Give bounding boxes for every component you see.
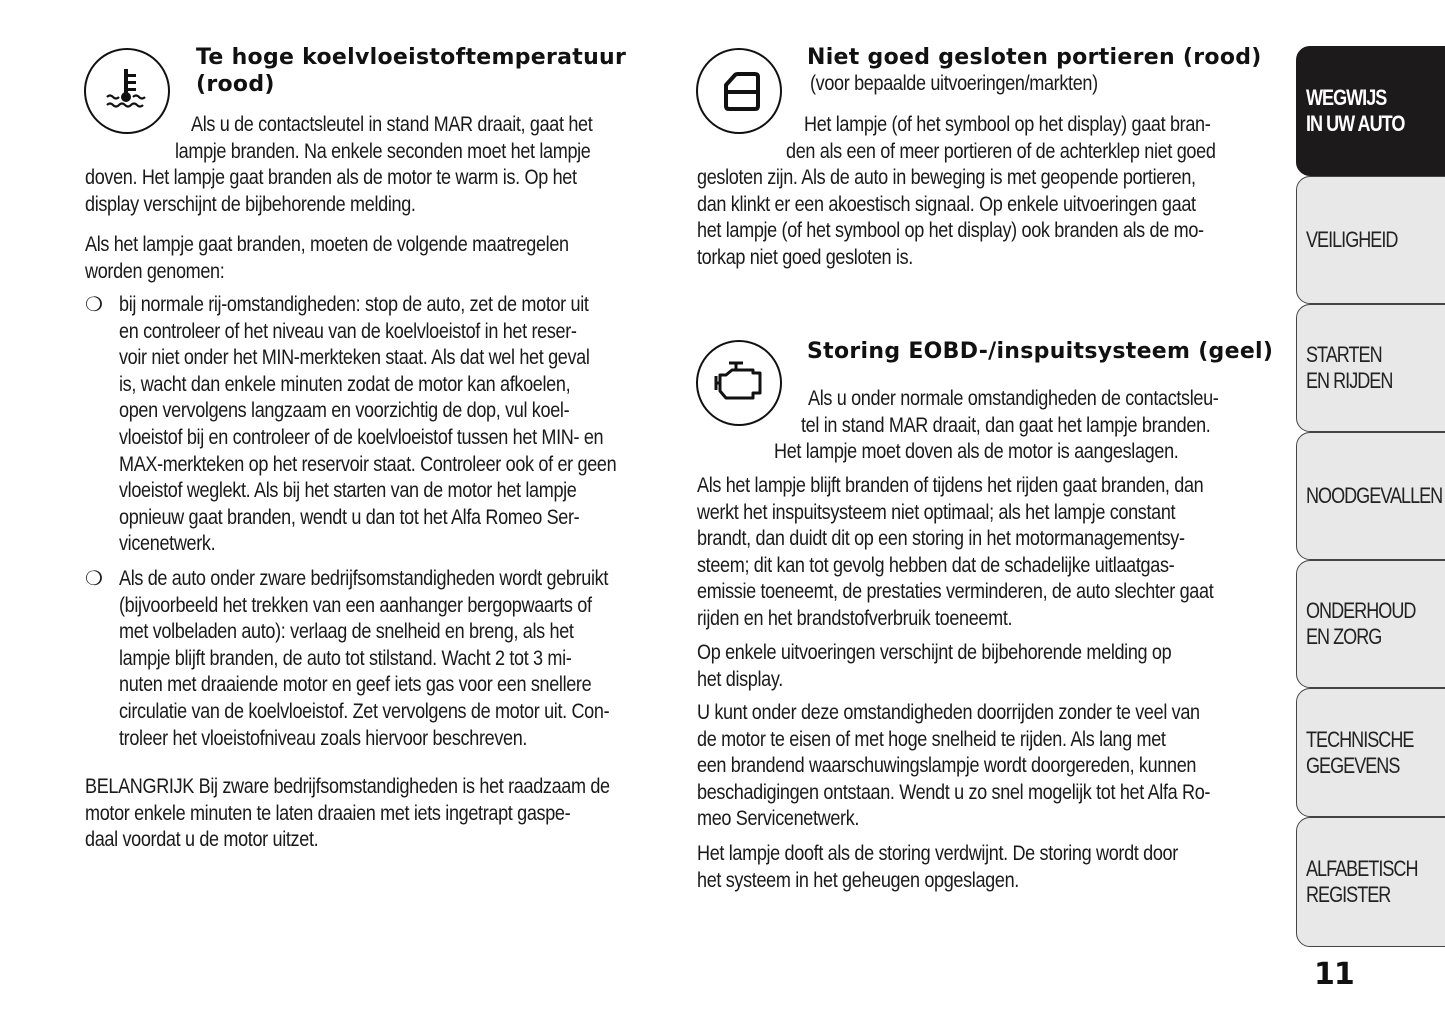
tab-label: ALFABETISCH — [1306, 856, 1418, 881]
tab-label: ONDERHOUD — [1306, 598, 1416, 623]
text: display verschijnt de bijbehorende melding. — [85, 192, 416, 216]
text-line — [85, 192, 663, 219]
text: vloeistof weglekt. Als bij het starten van de motor het lampje — [119, 479, 577, 503]
text-line — [697, 500, 1275, 527]
title-line: Te hoge koelvloeistoftemperatuur — [196, 45, 627, 70]
text-line — [85, 827, 663, 854]
text: vicenetwerk. — [119, 532, 216, 556]
text-line — [697, 780, 1275, 807]
text: werkt het inspuitsysteem niet optimaal; als het lampje constant — [697, 500, 1176, 524]
text-line — [85, 165, 663, 192]
text-line — [697, 753, 1275, 780]
coolant-measures-paragraph — [85, 232, 663, 285]
tab-starten-en-rijden[interactable] — [1296, 304, 1445, 432]
text-line — [697, 245, 1275, 272]
text: lampje branden. Na enkele seconden moet het lampje — [175, 139, 591, 163]
text-line — [119, 726, 663, 753]
text-line — [119, 345, 663, 372]
text-line — [697, 553, 1275, 580]
tab-label: GEGEVENS — [1306, 752, 1400, 778]
text: nuten met draaiende motor en geef iets gas voor een snellere — [119, 673, 592, 697]
text-line — [697, 386, 1275, 413]
text: MAX-merkteken op het reservoir staat. Controleer ook of er geen — [119, 452, 617, 476]
text: Als het lampje blijft branden of tijdens het rijden gaat branden, dan — [697, 474, 1204, 497]
text: circulatie van de koelvloeistof. Zet vervolgens de motor uit. Con- — [119, 699, 610, 723]
text-line — [697, 700, 1275, 727]
text: rijden en het brandstofverbruik toeneemt. — [697, 606, 1013, 630]
text-line — [697, 413, 1275, 440]
tab-label: IN UW AUTO — [1306, 111, 1405, 136]
text-line — [119, 566, 663, 593]
text: en controleer of het niveau van de koelvloeistof in het reser- — [119, 319, 577, 343]
text-line — [697, 165, 1275, 192]
text-line — [697, 868, 1275, 895]
text: U kunt onder deze omstandigheden doorrijden zonder te veel van — [697, 701, 1200, 724]
text: meo Servicenetwerk. — [697, 807, 860, 831]
text: voir niet onder het MIN-merkteken staat. Als dat wel het geval — [119, 346, 590, 370]
text-line — [119, 593, 663, 620]
text: Als u onder normale omstandigheden de contactsleu- — [808, 387, 1219, 410]
text: den als een of meer portieren of de achterklep niet goed — [786, 139, 1216, 163]
text: lampje blijft branden, de auto tot stilstand. Wacht 2 tot 3 mi- — [119, 646, 572, 670]
text-line — [119, 699, 663, 726]
title-line: (rood) — [196, 71, 275, 97]
text: motor enkele minuten te laten draaien met iets ingetrapt gaspe- — [85, 801, 571, 825]
text-line — [697, 579, 1275, 606]
text: Als u de contactsleutel in stand MAR draait, gaat het — [191, 113, 593, 136]
tab-veiligheid[interactable] — [1296, 176, 1445, 304]
bullet-circle-icon: ❍ — [85, 294, 103, 316]
text: met volbeladen auto): verlaag de snelheid en breng, als het — [119, 620, 574, 644]
doors-paragraph — [697, 112, 1275, 272]
text-line — [119, 478, 663, 505]
tab-label: STARTEN — [1306, 342, 1382, 367]
tab-label: EN ZORG — [1306, 624, 1382, 649]
text-line — [119, 531, 663, 558]
engine-para5 — [697, 841, 1275, 894]
tab-technische-gegevens[interactable] — [1296, 688, 1445, 817]
text: open vervolgens langzaam en voorzichtig de dop, vul koel- — [119, 399, 570, 423]
bullet-item-normal-conditions — [85, 292, 663, 558]
text-line — [85, 112, 663, 139]
important-note — [85, 774, 663, 854]
text: beschadigingen ontstaan. Wendt u zo snel mogelijk tot het Alfa Ro- — [697, 780, 1211, 804]
text: worden genomen: — [85, 259, 225, 283]
text-line — [119, 672, 663, 699]
text-line — [810, 71, 1145, 98]
text: een brandend waarschuwingslampje wordt doorgereden, kunnen — [697, 754, 1197, 778]
text: tel in stand MAR draait, dan gaat het lampje branden. — [801, 413, 1211, 437]
text: dan klinkt er een akoestisch signaal. Op enkele uitvoeringen gaat — [697, 192, 1196, 216]
text-line — [697, 473, 1275, 500]
text-line — [119, 646, 663, 673]
text-line — [697, 841, 1275, 868]
tab-label: WEGWIJS — [1306, 85, 1387, 110]
text-line — [119, 292, 663, 319]
text-line — [85, 139, 663, 166]
text: BELANGRIJK Bij zware bedrijfsomstandigheden is het raadzaam de — [85, 775, 610, 798]
text: brandt, dan duidt dit op een storing in het motormanagementsy- — [697, 527, 1185, 551]
text-line — [697, 139, 1275, 166]
text-line — [119, 425, 663, 452]
text-line — [697, 806, 1275, 833]
text-line — [697, 218, 1275, 245]
section-title-doors: Niet goed gesloten portieren (rood) — [807, 45, 1262, 70]
text: torkap niet goed gesloten is. — [697, 245, 913, 269]
text: opnieuw gaat branden, wendt u dan tot het Alfa Romeo Ser- — [119, 505, 580, 529]
engine-para4 — [697, 700, 1275, 833]
tab-label: EN RIJDEN — [1306, 368, 1393, 393]
text: Op enkele uitvoeringen verschijnt de bijbehorende melding op — [697, 641, 1172, 664]
text: is, wacht dan enkele minuten zodat de motor kan afkoelen, — [119, 372, 571, 396]
text: daal voordat u de motor uitzet. — [85, 828, 319, 852]
text-line — [697, 667, 1275, 694]
bullet-circle-icon: ❍ — [85, 568, 103, 590]
text-line — [85, 801, 663, 828]
text-line — [697, 526, 1275, 553]
text-line — [119, 452, 663, 479]
text: het systeem in het geheugen opgeslagen. — [697, 868, 1019, 892]
text: Het lampje dooft als de storing verdwijnt. De storing wordt door — [697, 842, 1178, 865]
text: (voor bepaalde uitvoeringen/markten) — [810, 72, 1098, 95]
text: vloeistof bij en controleer of de koelvloeistof tussen het MIN- en — [119, 425, 604, 449]
text-line — [85, 259, 663, 286]
text: troleer het vloeistofniveau zoals hiervoor beschreven. — [119, 726, 528, 750]
section-title-engine: Storing EOBD-/inspuitsysteem (geel) — [807, 339, 1274, 364]
text-line — [119, 619, 663, 646]
tab-noodgevallen[interactable] — [1296, 432, 1445, 560]
text-line — [697, 606, 1275, 633]
text: steem; dit kan tot gevolg hebben dat de schadelijke uitlaatgas- — [697, 553, 1175, 577]
tab-label: REGISTER — [1306, 882, 1391, 907]
text: emissie toeneemt, de prestaties verminderen, de auto slechter gaat — [697, 580, 1214, 604]
tab-label: VEILIGHEID — [1306, 227, 1398, 252]
text: Als de auto onder zware bedrijfsomstandigheden wordt gebruikt — [119, 567, 609, 590]
text-line — [119, 319, 663, 346]
tab-label: NOODGEVALLEN — [1306, 483, 1443, 508]
tab-label: TECHNISCHE — [1306, 726, 1414, 752]
text: bij normale rij-omstandigheden: stop de auto, zet de motor uit — [119, 293, 589, 316]
text-line — [697, 112, 1275, 139]
tab-wegwijs-in-uw-auto[interactable] — [1296, 46, 1445, 176]
tab-onderhoud-en-zorg[interactable] — [1296, 560, 1445, 688]
text: gesloten zijn. Als de auto in beweging is met geopende portieren, — [697, 166, 1196, 190]
text-line — [119, 372, 663, 399]
text-line — [697, 640, 1275, 667]
text-line — [697, 192, 1275, 219]
section-subtitle-doors — [810, 71, 1145, 98]
text: doven. Het lampje gaat branden als de motor te warm is. Op het — [85, 166, 577, 190]
engine-para2 — [697, 473, 1275, 633]
text: (bijvoorbeeld het trekken van een aanhanger bergopwaarts of — [119, 593, 592, 617]
section-title-coolant — [196, 44, 626, 97]
text: Als het lampje gaat branden, moeten de volgende maatregelen — [85, 233, 569, 256]
engine-para3 — [697, 640, 1275, 693]
text: Het lampje (of het symbool op het display) gaat bran- — [804, 113, 1211, 136]
text-line — [697, 439, 1275, 466]
bullet-item-heavy-conditions — [85, 566, 663, 752]
tab-alfabetisch-register[interactable] — [1296, 817, 1445, 947]
engine-intro-paragraph — [697, 386, 1275, 466]
page-number: 11 — [1314, 957, 1354, 992]
text-line — [119, 398, 663, 425]
text-line — [697, 727, 1275, 754]
text-line — [85, 232, 663, 259]
text: het display. — [697, 667, 783, 691]
coolant-intro-paragraph — [85, 112, 663, 218]
text-line — [85, 774, 663, 801]
text: het lampje (of het symbool op het display) ook branden als de mo- — [697, 219, 1204, 243]
text: de motor te eisen of met hoge snelheid te rijden. Als lang met — [697, 727, 1166, 751]
text: Het lampje moet doven als de motor is aangeslagen. — [774, 440, 1179, 464]
text-line — [119, 505, 663, 532]
